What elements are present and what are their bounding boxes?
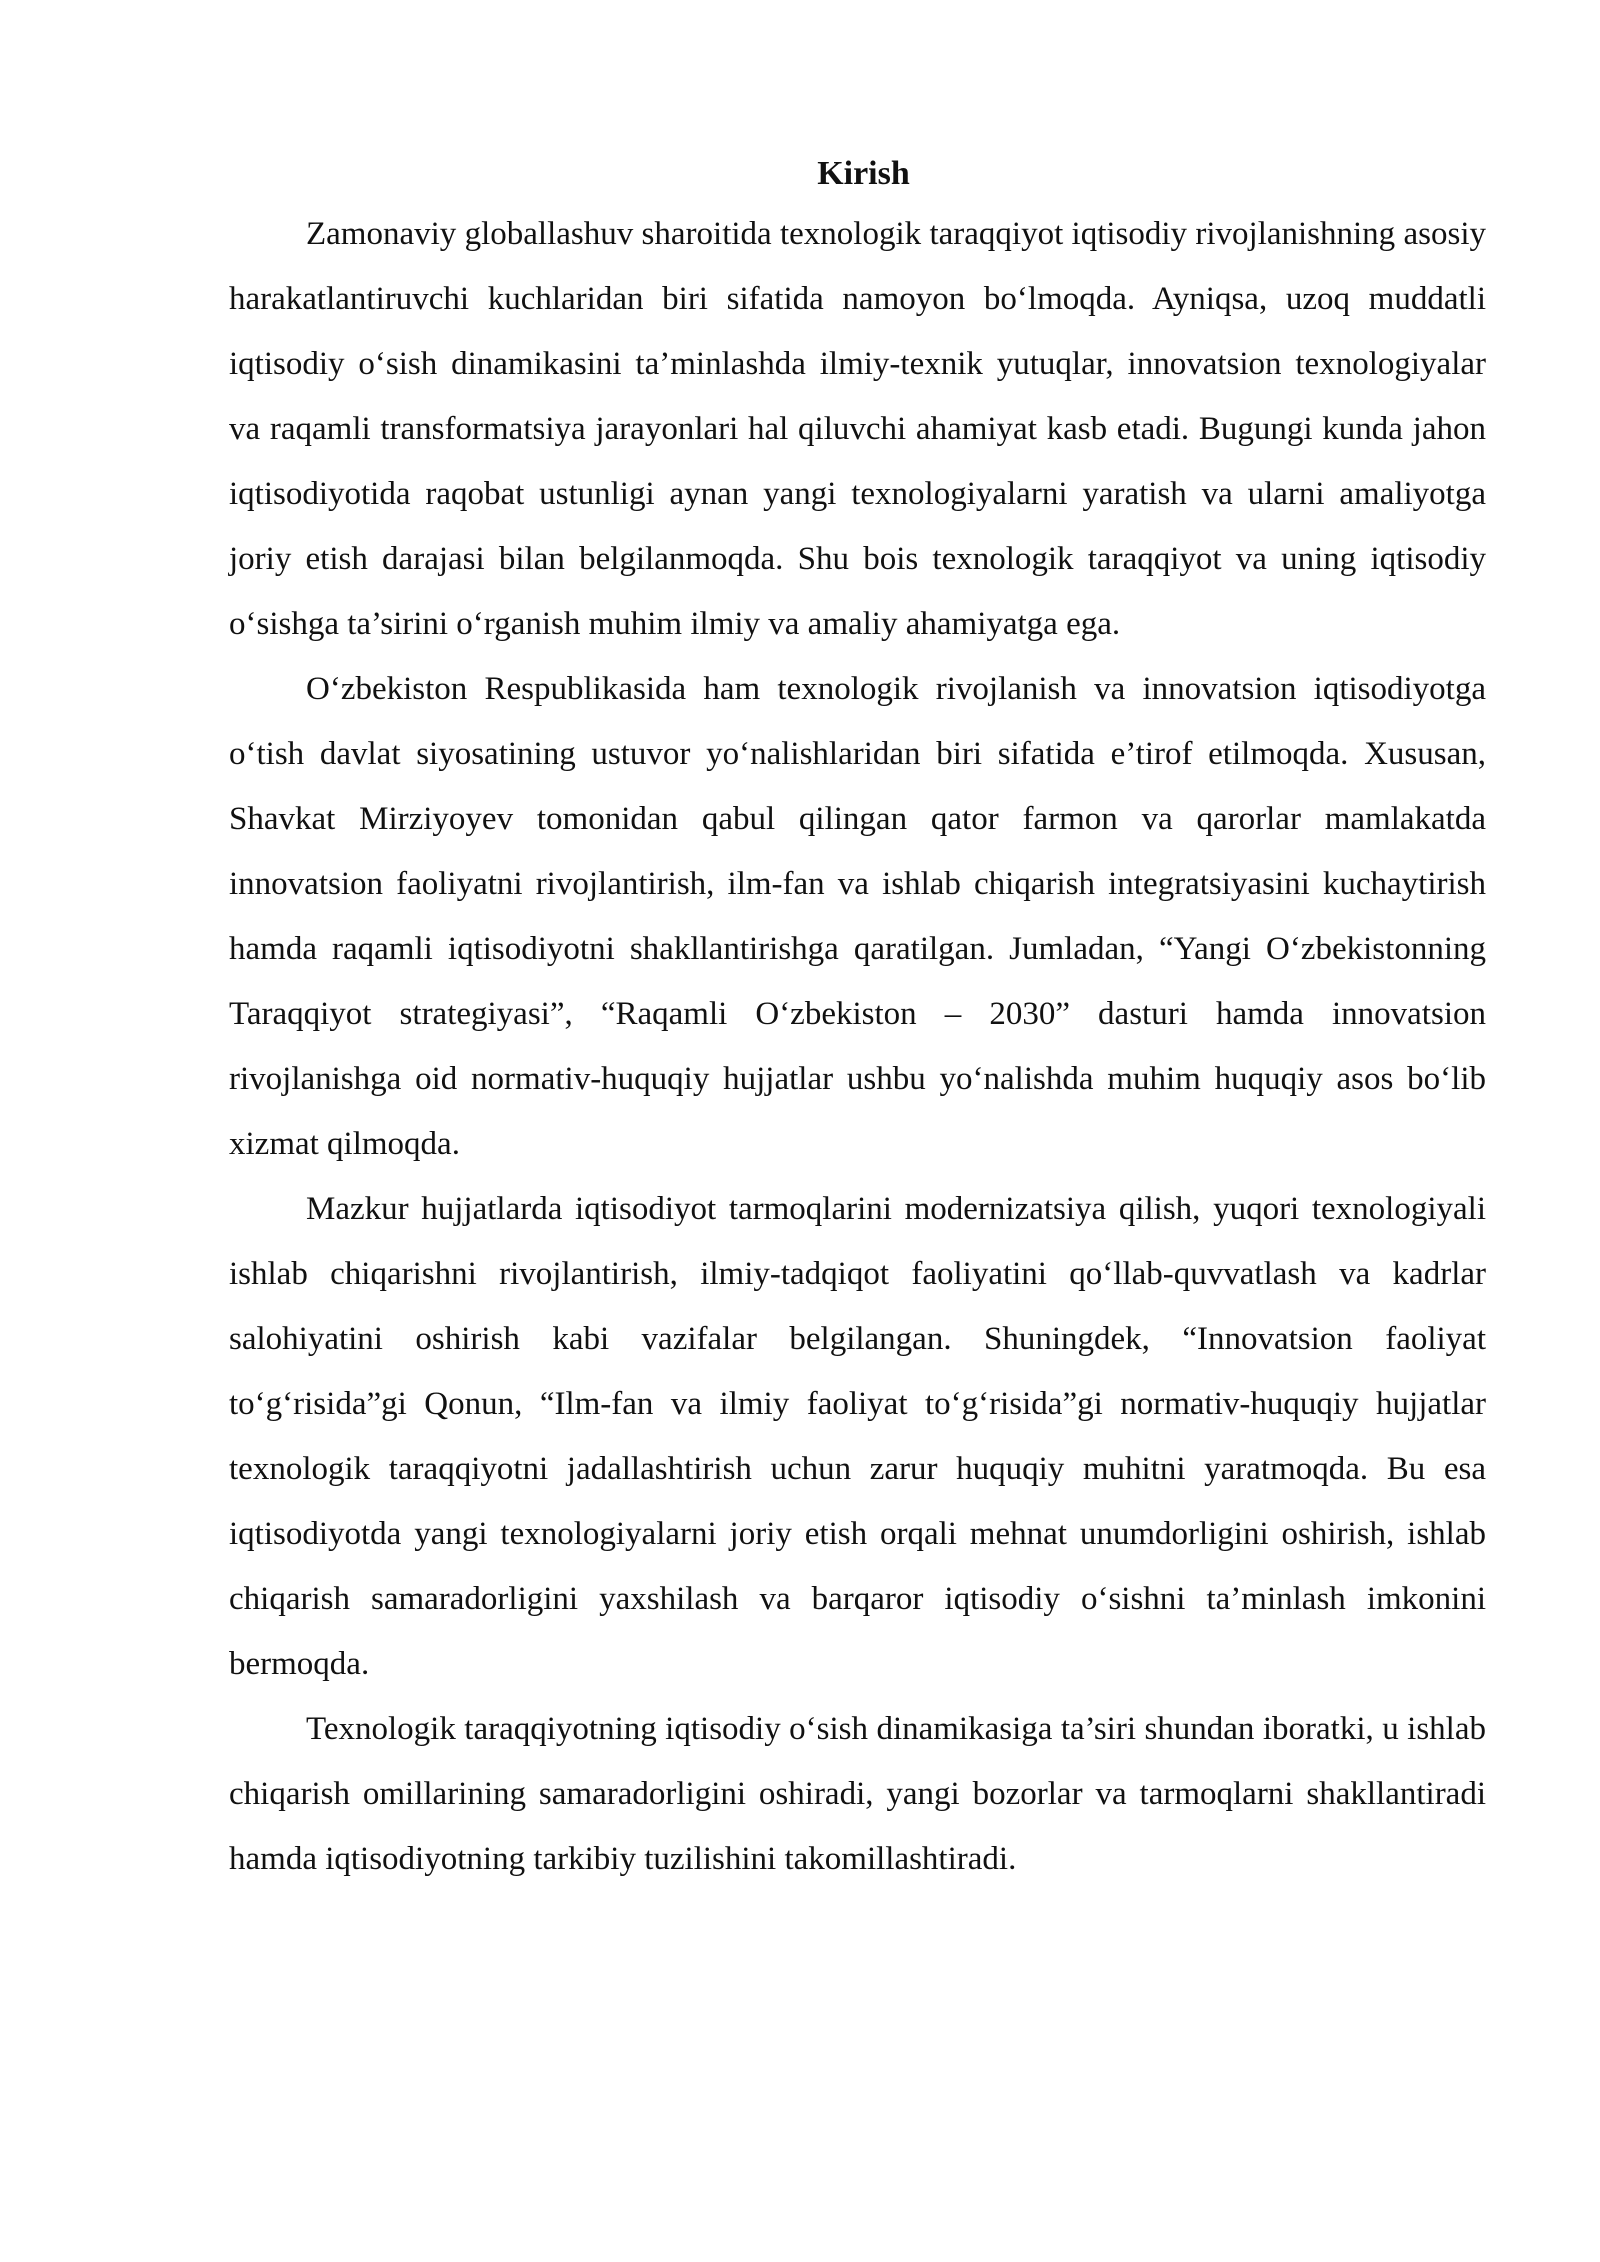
document-body [229,146,1486,1892]
paragraph-2: Oʻzbekiston Respublikasida ham texnologik rivojlanish va innovatsion iqtisodiyotga oʻtish davlat siyosatining ustuvor yoʻnalishlaridan biri sifatida e’tirof etilmoqda. Xususan, Shavkat Mirziyoyev tomonidan qabul qilingan qator farmon va qarorlar mamlakatda innovatsion faoliyatni rivojlantirish, ilm-fan va ishlab chiqarish integratsiyasini kuchaytirish hamda raqamli iqtisodiyotni shakllantirishga qaratilgan. Jumladan, “Yangi Oʻzbekistonning Taraqqiyot strategiyasi”, “Raqamli Oʻzbekiston – 2030” dasturi hamda innovatsion rivojlanishga oid normativ-huquqiy hujjatlar ushbu yoʻnalishda muhim huquqiy asos boʻlib xizmat qilmoqda. [229,671,1486,1162]
paragraph-3: Mazkur hujjatlarda iqtisodiyot tarmoqlarini modernizatsiya qilish, yuqori texnologiyali ishlab chiqarishni rivojlantirish, ilmiy-tadqiqot faoliyatini qoʻllab-quvvatlash va kadrlar salohiyatini oshirish kabi vazifalar belgilangan. Shuningdek, “Innovatsion faoliyat toʻgʻrisida”gi Qonun, “Ilm-fan va ilmiy faoliyat toʻgʻrisida”gi normativ-huquqiy hujjatlar texnologik taraqqiyotni jadallashtirish uchun zarur huquqiy muhitni yaratmoqda. Bu esa iqtisodiyotda yangi texnologiyalarni joriy etish orqali mehnat unumdorligini oshirish, ishlab chiqarish samaradorligini yaxshilash va barqaror iqtisodiy oʻsishni ta’minlash imkonini bermoqda. [229,1191,1486,1682]
paragraph-4: Texnologik taraqqiyotning iqtisodiy oʻsish dinamikasiga ta’siri shundan iboratki, u ishlab chiqarish omillarining samaradorligini oshiradi, yangi bozorlar va tarmoqlarni shakllantiradi hamda iqtisodiyotning tarkibiy tuzilishini takomillashtiradi. [229,1711,1486,1877]
paragraph-1: Zamonaviy globallashuv sharoitida texnologik taraqqiyot iqtisodiy rivojlanishning asosiy harakatlantiruvchi kuchlaridan biri sifatida namoyon boʻlmoqda. Ayniqsa, uzoq muddatli iqtisodiy oʻsish dinamikasini ta’minlashda ilmiy-texnik yutuqlar, innovatsion texnologiyalar va raqamli transformatsiya jarayonlari hal qiluvchi ahamiyat kasb etadi. Bugungi kunda jahon iqtisodiyotida raqobat ustunligi aynan yangi texnologiyalarni yaratish va ularni amaliyotga joriy etish darajasi bilan belgilanmoqda. Shu bois texnologik taraqqiyot va uning iqtisodiy oʻsishga ta’sirini oʻrganish muhim ilmiy va amaliy ahamiyatga ega. [229,216,1486,642]
page-title: Kirish [817,155,910,192]
